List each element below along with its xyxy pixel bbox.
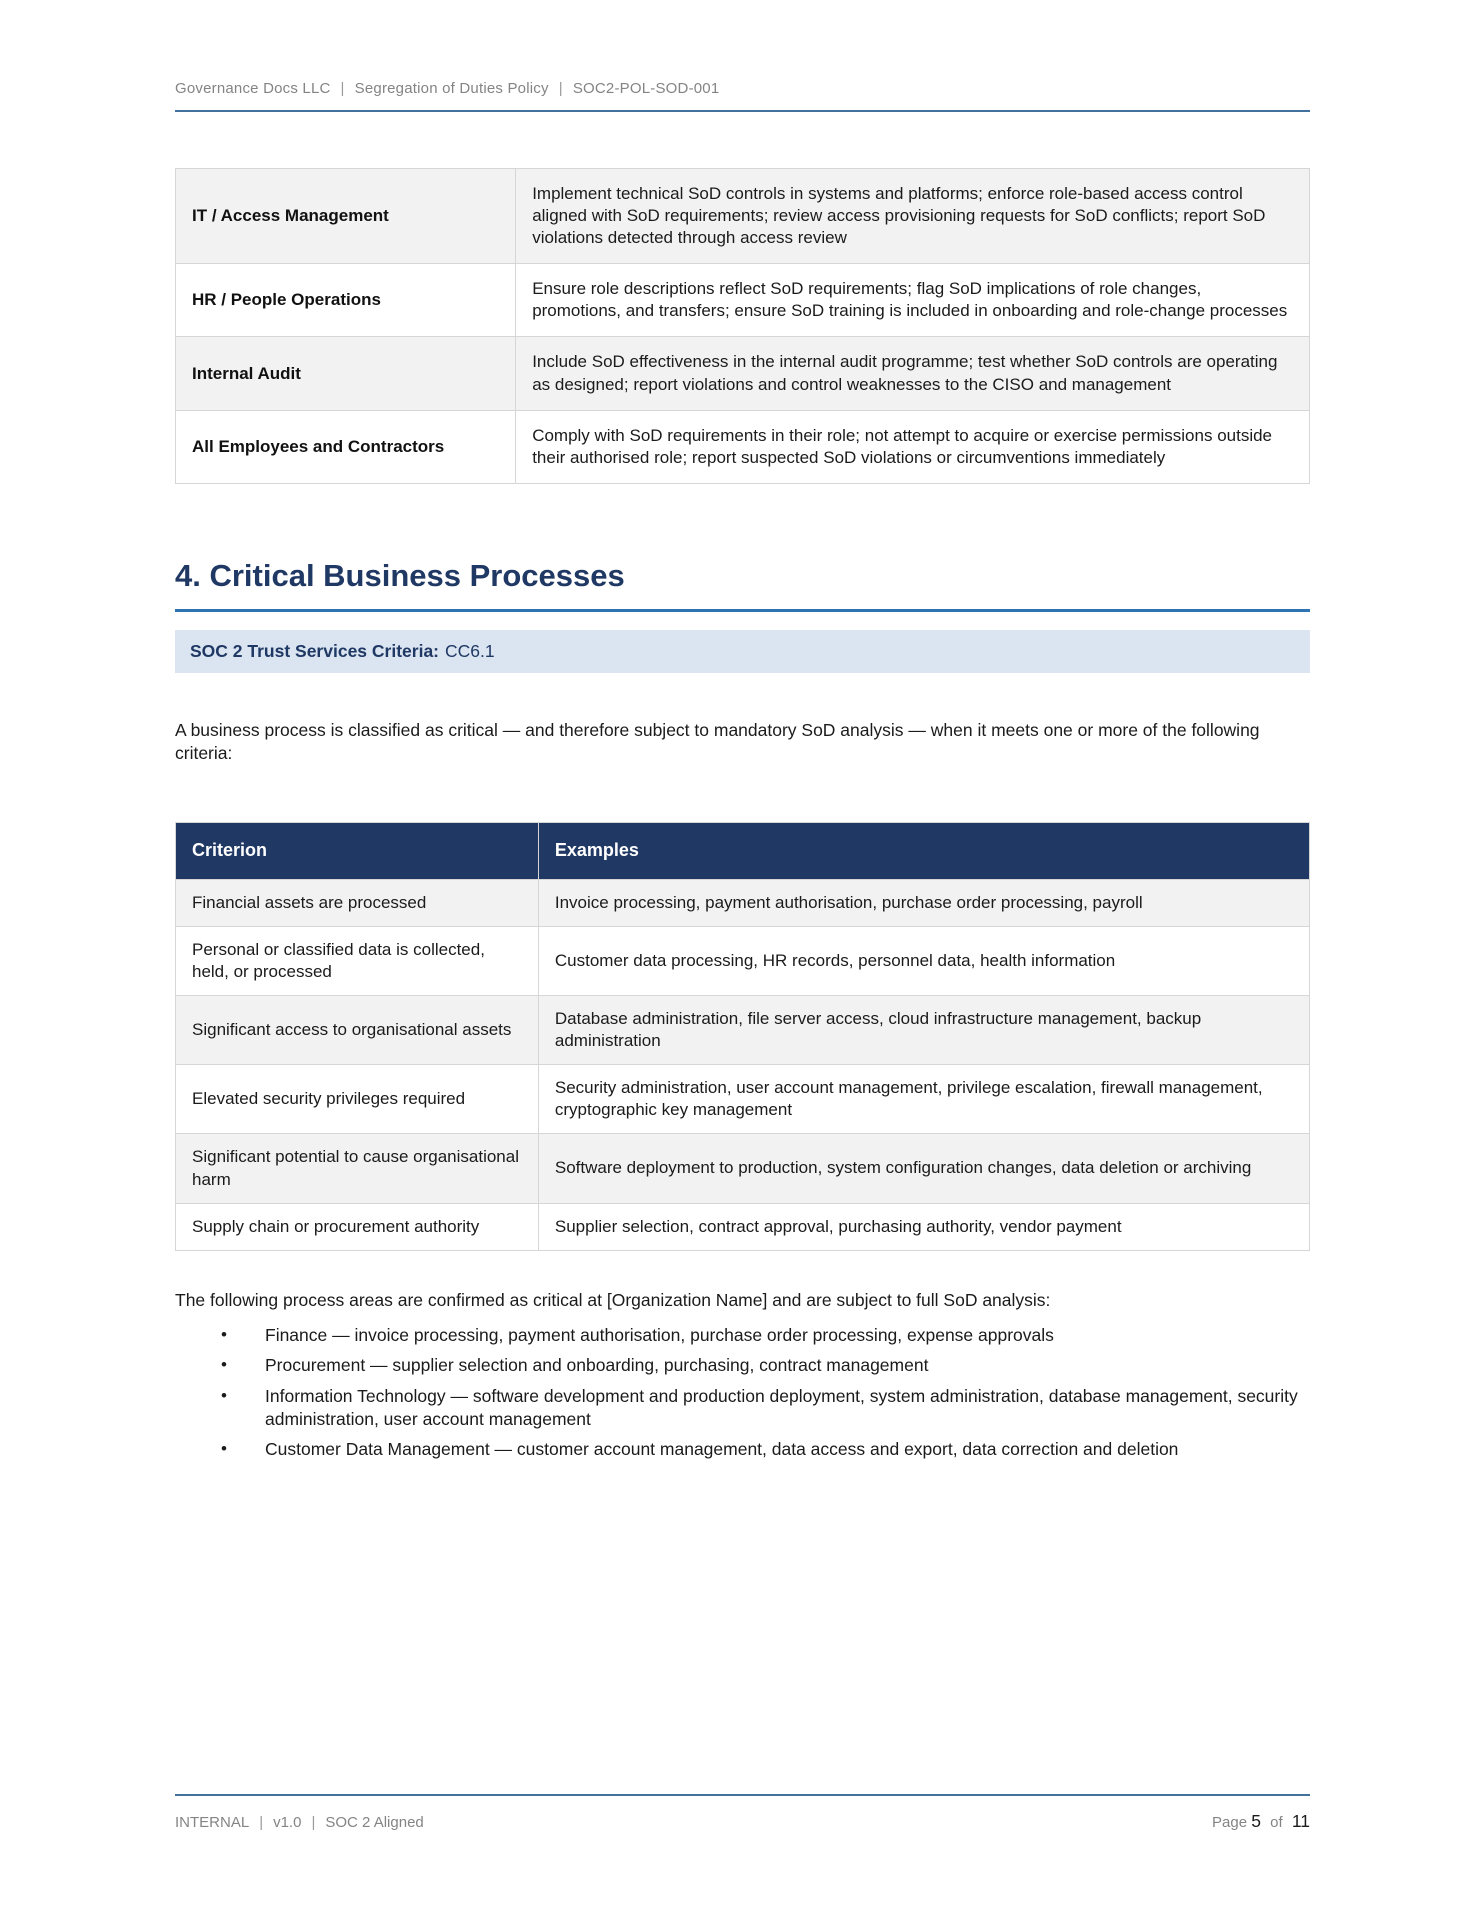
criterion-cell: Elevated security privileges required (176, 1065, 539, 1134)
roles-responsibilities-table (175, 168, 1310, 484)
table-row (176, 410, 1310, 483)
process-areas-intro: The following process areas are confirmed as critical at [Organization Name] and are subject to full SoD analysis: (175, 1289, 1051, 1310)
footer-classification: INTERNAL (175, 1814, 250, 1831)
footer-version: v1.0 (273, 1814, 302, 1831)
soc2-criteria-banner (175, 630, 1310, 673)
examples-cell: Invoice processing, payment authorisation, purchase order processing, payroll (538, 879, 1309, 926)
list-item: • Procurement — supplier selection and onboarding, purchasing, contract management (175, 1354, 1310, 1377)
examples-column-header: Examples (538, 823, 1309, 879)
header-doc-title: Segregation of Duties Policy (354, 80, 549, 97)
table-header-row (176, 823, 1310, 879)
table-row (176, 926, 1310, 995)
examples-cell: Database administration, file server access, cloud infrastructure management, backup administration (538, 996, 1309, 1065)
responsibilities-cell: Comply with SoD requirements in their role; not attempt to acquire or exercise permissions outside their authorised role; report suspected SoD violations or circumventions immediately (516, 410, 1310, 483)
section-intro-paragraph: A business process is classified as critical — and therefore subject to mandatory SoD analysis — when it meets one or more of the following criteria: (175, 719, 1260, 764)
criteria-banner-value: CC6.1 (445, 640, 495, 661)
examples-cell: Software deployment to production, system configuration changes, data deletion or archiving (538, 1134, 1309, 1203)
role-cell: IT / Access Management (176, 169, 516, 264)
footer-alignment: SOC 2 Aligned (325, 1814, 424, 1831)
criterion-cell: Supply chain or procurement authority (176, 1203, 539, 1250)
responsibilities-cell: Include SoD effectiveness in the internal audit programme; test whether SoD controls are operating as designed; report violations and control weaknesses to the CISO and management (516, 337, 1310, 410)
running-header (175, 80, 1310, 112)
role-cell: Internal Audit (176, 337, 516, 410)
criterion-column-header: Criterion (176, 823, 539, 879)
role-cell: HR / People Operations (176, 264, 516, 337)
criteria-banner-label: SOC 2 Trust Services Criteria: (190, 640, 439, 661)
examples-cell: Supplier selection, contract approval, purchasing authority, vendor payment (538, 1203, 1309, 1250)
responsibilities-cell: Implement technical SoD controls in systems and platforms; enforce role-based access control aligned with SoD requirements; review access provisioning requests for SoD conflicts; report SoD violations detected through access review (516, 169, 1310, 264)
critical-process-criteria-table (175, 822, 1310, 1250)
table-row (176, 337, 1310, 410)
footer-left (175, 1814, 424, 1831)
responsibilities-cell: Ensure role descriptions reflect SoD requirements; flag SoD implications of role changes, promotions, and transfers; ensure SoD training is included in onboarding and role-change processes (516, 264, 1310, 337)
criterion-cell: Personal or classified data is collected, held, or processed (176, 926, 539, 995)
page-of-label: of (1270, 1814, 1283, 1831)
table-row (176, 879, 1310, 926)
footer-separator: | (259, 1814, 264, 1831)
header-separator: | (558, 80, 563, 97)
table-row (176, 1065, 1310, 1134)
page-total: 11 (1291, 1811, 1310, 1831)
table-row (176, 264, 1310, 337)
footer-page-indicator (1212, 1811, 1310, 1832)
criterion-cell: Financial assets are processed (176, 879, 539, 926)
role-cell: All Employees and Contractors (176, 410, 516, 483)
criterion-cell: Significant access to organisational assets (176, 996, 539, 1065)
table-row (176, 996, 1310, 1065)
process-areas-list (175, 1324, 1310, 1461)
header-separator: | (340, 80, 345, 97)
list-item: • Customer Data Management — customer account management, data access and export, data correction and deletion (175, 1438, 1310, 1461)
section-heading: 4. Critical Business Processes (175, 558, 1310, 612)
criterion-cell: Significant potential to cause organisational harm (176, 1134, 539, 1203)
table-row (176, 1134, 1310, 1203)
page-number: 5 (1251, 1811, 1261, 1831)
table-row (176, 1203, 1310, 1250)
list-item: • Information Technology — software development and production deployment, system administration, database management, security administration, user account management (175, 1385, 1310, 1432)
header-doc-id: SOC2-POL-SOD-001 (572, 80, 720, 97)
table-row (176, 169, 1310, 264)
examples-cell: Security administration, user account management, privilege escalation, firewall management, cryptographic key management (538, 1065, 1309, 1134)
running-footer (175, 1794, 1310, 1832)
header-org: Governance Docs LLC (175, 80, 331, 97)
footer-separator: | (311, 1814, 316, 1831)
page-content (175, 0, 1310, 1468)
examples-cell: Customer data processing, HR records, personnel data, health information (538, 926, 1309, 995)
list-item: • Finance — invoice processing, payment authorisation, purchase order processing, expense approvals (175, 1324, 1310, 1347)
page-label: Page (1212, 1814, 1248, 1831)
